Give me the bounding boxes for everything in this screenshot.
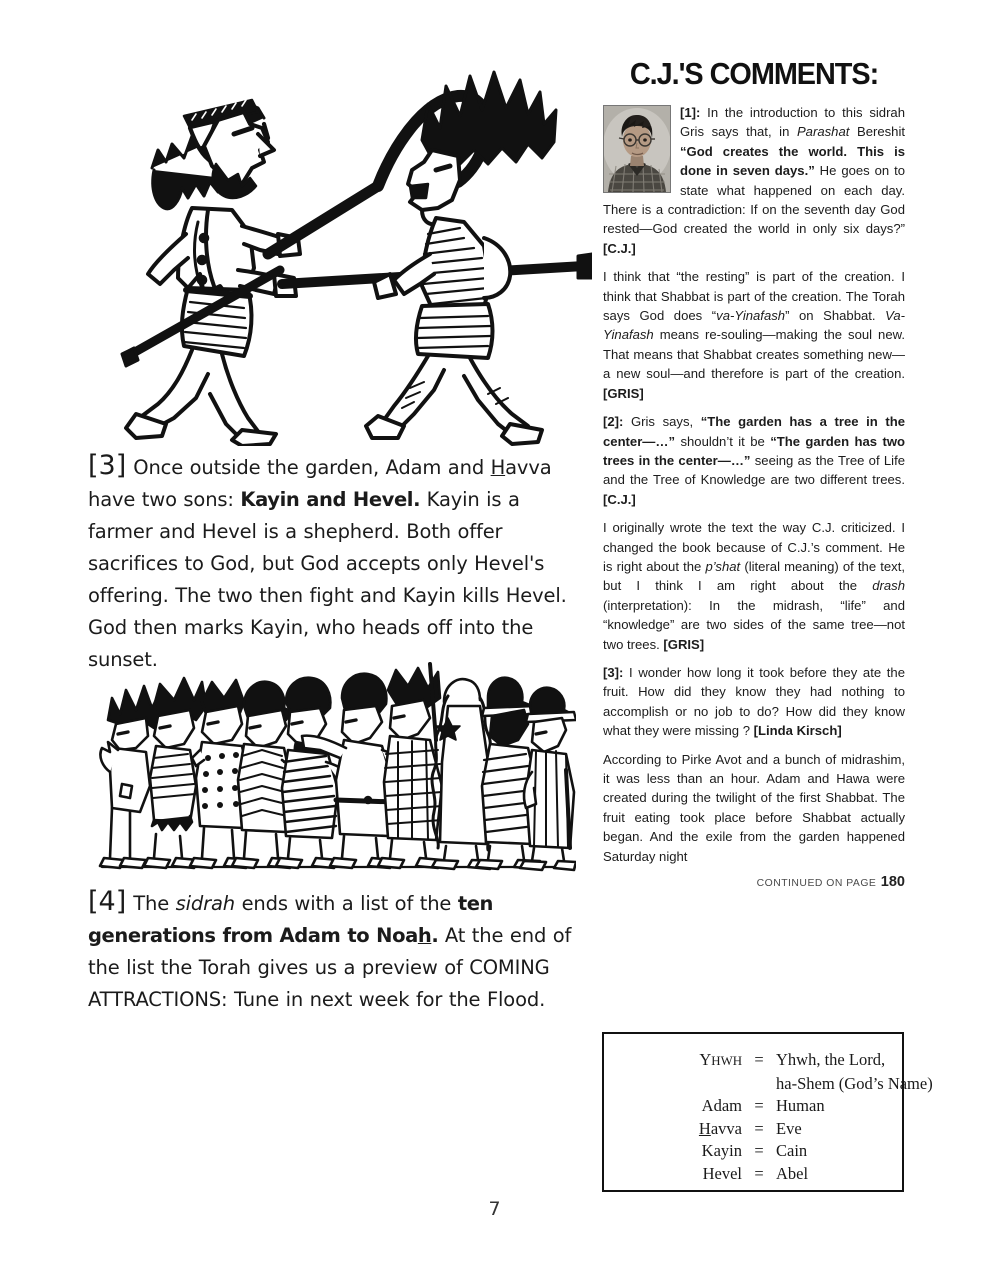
cj-comment-text: (interpretation): In the midrash, “life” and “knowledge” are two sides of the same tree—not two trees. [603,597,905,652]
glossary-equals-sign: = [754,1163,764,1183]
glossary-row [604,1118,902,1141]
cj-comment-text: (literal meaning) of the text, but I think I am right about the [603,558,905,594]
cj-comment-bold-text: [GRIS] [663,636,705,652]
paragraph-4-text-c: At the end of the list the Torah gives us a preview of COMING ATTRACTIONS: Tune in next week for the Flood. [88,924,572,1011]
glossary-row [604,1049,902,1073]
glossary-equals-sign: = [754,1096,764,1115]
glossary-definition: Cain [776,1141,808,1160]
glossary-term-first: Y [699,1050,712,1069]
cj-comment-paragraph [603,663,905,741]
cj-comment-italic-text: Parashat [796,124,850,140]
glossary-definition: Human [776,1096,825,1115]
glossary-row [604,1163,902,1186]
cj-comment-text: shouldn’t it be [675,433,771,449]
glossary-term-rest: HWH [711,1054,742,1068]
paragraph-4-text-a: The [133,892,176,915]
cj-comment-bold-text: “The garden has two trees in the center—…” [603,433,906,468]
paragraph-4-italic-sidrah: sidrah [175,892,236,915]
glossary-term [604,1118,751,1141]
cj-comment-bold-text: “God creates the world. This is done in seven days.” [680,143,905,179]
cj-comment-paragraph [603,267,905,403]
noah-underlined-h: h [417,924,432,947]
paragraph-3-text-b: avva have two sons: [88,456,552,511]
paragraph-4-bold-generations: ten generations from Adam to Noa [88,892,494,947]
cj-comment-text: I think that “the resting” is part of the creation. I think that Shabbat is part of the creation. The Torah says God does “ [603,269,905,324]
cj-comments-body [603,103,905,866]
cj-comment-text: According to Pirke Avot and a bunch of midrashim, it was less than an hour. Adam and Hawa were created during the twilight of the first Shabbat. The fruit eating took place before Shabbat actually began. And the exile from the garden happened Saturday night [603,751,905,864]
glossary-row [604,1095,902,1118]
cj-comment-paragraph [603,750,905,866]
paragraph-4-bold-period: . [431,924,439,947]
cj-comment-italic-text: va-Yinafash [716,308,786,324]
glossary-term-first: Kayin [701,1141,742,1160]
cj-comment-text: He goes on to state what happened on each day. There is a contradiction: If on the seventh day God rested—God created the world in only six days?” [603,163,906,237]
glossary-equals-sign: = [754,1141,764,1160]
glossary-definition: Eve [776,1118,802,1138]
cj-comment-text: I wonder how long it took before they ate the fruit. How did they know they had nothing to accomplish or no job to do? How did they know what they were missing ? [603,664,905,739]
glossary-term [604,1140,751,1163]
page-number: 7 [488,1198,501,1220]
cj-comment-marker: [3]: [603,664,624,680]
havva-underlined-h: H [490,456,506,479]
paragraph-3-text-c: Kayin is a farmer and Hevel is a shepherd. Both offer sacrifices to God, but God accepts only Hevel's offering. The two then fight and Kayin kills Hevel. God then marks Kayin, who heads off into the sunset. [88,488,567,671]
cj-comments-title: C.J.'S COMMENTS: [629,56,879,91]
paragraph-4-text-b: ends with a list of the [235,892,458,915]
continued-page-number: 180 [880,874,905,891]
glossary-definition: Yhwh, the Lord, [776,1050,886,1069]
cj-comment-marker: [2]: [603,414,624,430]
continued-on-page-note [603,873,905,891]
cj-comment-bold-text: “The garden has a tree in the center—…” [603,414,905,449]
glossary-row [604,1140,902,1163]
glossary-term [604,1049,751,1073]
continued-label: CONTINUED ON PAGE [756,878,877,890]
cj-comment-bold-text: [Linda Kirsch] [753,723,842,739]
left-paragraph-3 [88,452,588,676]
cj-comment-text: Gris says, [623,414,701,430]
paragraph-3-marker: [3] [88,450,127,481]
glossary-definition-continued: ha-Shem (God’s Name) [776,1073,933,1093]
cj-comment-text: seeing as the Tree of Life and the Tree of Knowledge are two different trees. [603,452,905,488]
glossary-equals-sign: = [754,1118,764,1138]
cj-comment-italic-text: Va-Yinafash [603,308,906,343]
left-paragraph-4 [88,888,596,1016]
paragraph-3-text-a: Once outside the garden, Adam and [133,456,491,479]
cj-portrait-photo [603,105,671,193]
illustration-ten-generations-crowd [96,662,576,877]
cj-comment-bold-text: [C.J.] [603,240,636,256]
cj-comment-marker: [1]: [680,105,701,120]
glossary-equals-sign: = [754,1050,764,1069]
cj-comment-text: means re-souling—making the soul new. That means that Shabbat creates something new—a new soul—and therefore is part of the creation. [603,327,905,382]
cj-comment-text: ” on Shabbat. [785,308,886,324]
glossary-term-underlined-letter: H [698,1118,711,1138]
glossary-term-first: Adam [701,1096,742,1115]
glossary-box [602,1032,933,1192]
glossary-term-first: Hevel [702,1163,742,1183]
cj-comment-paragraph [603,412,905,509]
paragraph-3-bold-names: Kayin and Hevel. [240,488,421,511]
glossary-rows [604,1034,933,1185]
cj-comment-bold-text: [GRIS] [603,385,644,401]
illustration-kayin-and-hevel-fighting [92,58,592,446]
cj-comment-paragraph [603,518,905,654]
cj-comment-text: I originally wrote the text the way C.J. criticized. I changed the book because of C.J.’s comment. He is right about the [603,520,905,574]
cj-comment-italic-text: p’shat [705,558,741,574]
cj-comment-text: In the introduction to this sidrah Gris says that, in [680,105,905,140]
glossary-term [604,1095,751,1118]
glossary-term [604,1163,751,1186]
glossary-term-rest: avva [710,1118,742,1138]
glossary-definition: Abel [776,1163,809,1183]
cj-comment-text: Bereshit [849,124,905,140]
cj-comment-italic-text: drash [872,578,905,594]
cj-comments-column [603,58,905,891]
paragraph-4-marker: [4] [88,886,127,917]
cj-comment-bold-text: [C.J.] [603,491,636,507]
